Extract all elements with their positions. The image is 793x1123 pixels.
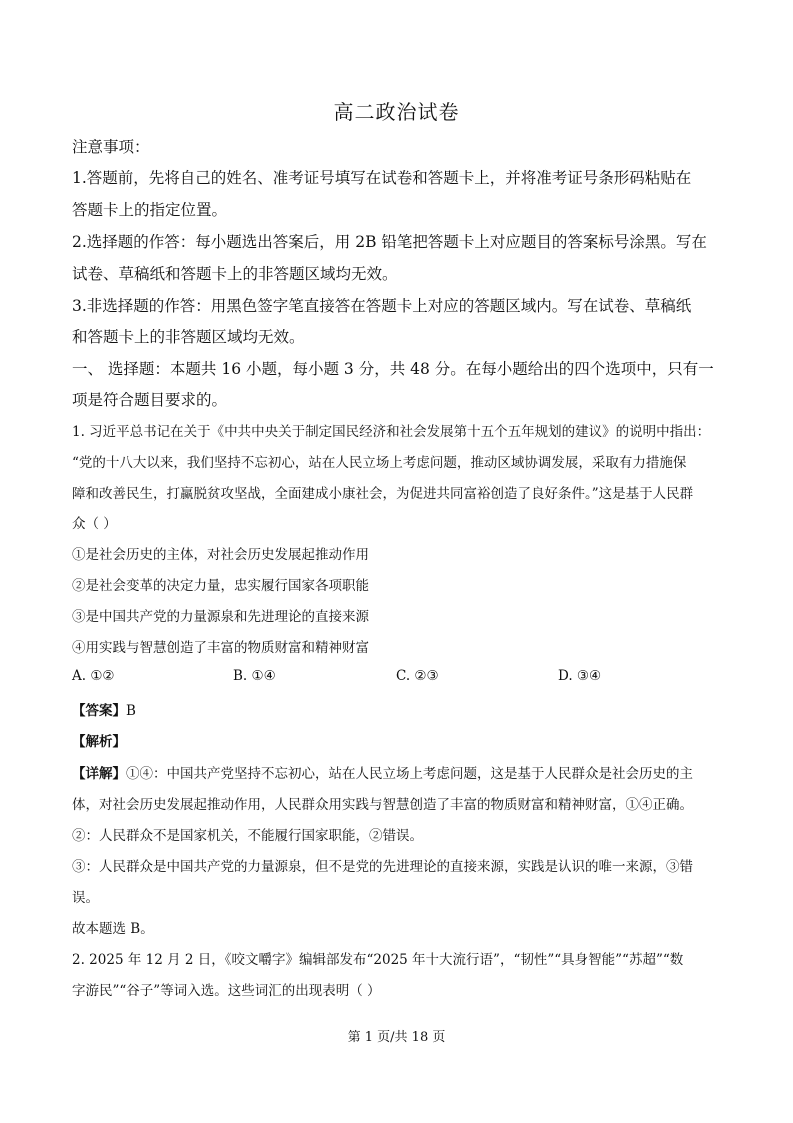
answer-value: B (126, 703, 136, 719)
detail-line: 故本题选 B。 (72, 921, 154, 937)
notice-line: 1.答题前，先将自己的姓名、准考证号填写在试卷和答题卡上，并将准考证号条形码粘贴在 (72, 169, 692, 187)
statement-item: ④用实践与智慧创造了丰富的物质财富和精神财富 (72, 640, 369, 656)
option-b: B. ①④ (233, 668, 276, 684)
question-stem: 2. 2025 年 12 月 2 日，《咬文嚼字》编辑部发布“2025 年十大流行语”，“韧性”“具身智能”“苏超”“数 (72, 952, 684, 968)
analysis-tag: 【解析】 (72, 734, 126, 750)
question-stem: 1. 习近平总书记在关于《中共中央关于制定国民经济和社会发展第十五个五年规划的建议》的说明中指出： (72, 424, 711, 440)
detail-line (72, 762, 732, 782)
detail-tag: 【详解】 (72, 766, 126, 782)
question-stem: 字游民”“谷子”等词入选。这些词汇的出现表明（ ） (72, 983, 381, 999)
option-d: D. ③④ (558, 668, 602, 684)
page-title: 高二政治试卷 (333, 100, 460, 124)
statement-item: ③是中国共产党的力量源泉和先进理论的直接来源 (72, 609, 369, 625)
detail-line: ②：人民群众不是国家机关，不能履行国家职能，②错误。 (72, 828, 423, 844)
detail-text: ①④：中国共产党坚持不忘初心，站在人民立场上考虑问题，这是基于人民群众是社会历史的主 (126, 766, 693, 782)
answer-line (72, 699, 136, 719)
notice-line: 和答题卡上的非答题区域均无效。 (72, 328, 305, 346)
notice-line: 2.选择题的作答：每小题选出答案后，用 2B 铅笔把答题卡上对应题目的答案标号涂黑。写在 (72, 233, 707, 251)
detail-line: 误。 (72, 890, 99, 906)
notice-line: 3.非选择题的作答：用黑色签字笔直接答在答题卡上对应的答题区域内。写在试卷、草稿纸 (72, 297, 692, 315)
section-heading: 一、 选择题：本题共 16 小题，每小题 3 分，共 48 分。在每小题给出的四个选项中，只有一 (72, 360, 714, 378)
statement-item: ①是社会历史的主体，对社会历史发展起推动作用 (72, 547, 369, 563)
notice-line: 答题卡上的指定位置。 (72, 201, 228, 219)
question-stem: 障和改善民生，打赢脱贫攻坚战，全面建成小康社会，为促进共同富裕创造了良好条件。”这是基于人民群 (72, 486, 694, 502)
answer-tag: 【答案】 (72, 703, 126, 719)
section-heading: 项是符合题目要求的。 (72, 391, 228, 409)
question-stem: “党的十八大以来，我们坚持不忘初心，站在人民立场上考虑问题，推动区域协调发展，采取有力措施保 (72, 455, 687, 471)
notice-line: 试卷、草稿纸和答题卡上的非答题区域均无效。 (72, 265, 398, 283)
question-stem: 众（ ） (72, 516, 117, 532)
detail-line: 体，对社会历史发展起推动作用，人民群众用实践与智慧创造了丰富的物质财富和精神财富，①④正确。 (72, 797, 693, 813)
notice-heading: 注意事项： (72, 138, 150, 156)
statement-item: ②是社会变革的决定力量，忠实履行国家各项职能 (72, 578, 369, 594)
page-footer: 第 1 页/共 18 页 (347, 1030, 446, 1045)
option-a: A. ①② (72, 668, 115, 684)
option-c: C. ②③ (396, 668, 439, 684)
detail-line: ③：人民群众是中国共产党的力量源泉，但不是党的先进理论的直接来源，实践是认识的唯一来源，③错 (72, 859, 693, 875)
